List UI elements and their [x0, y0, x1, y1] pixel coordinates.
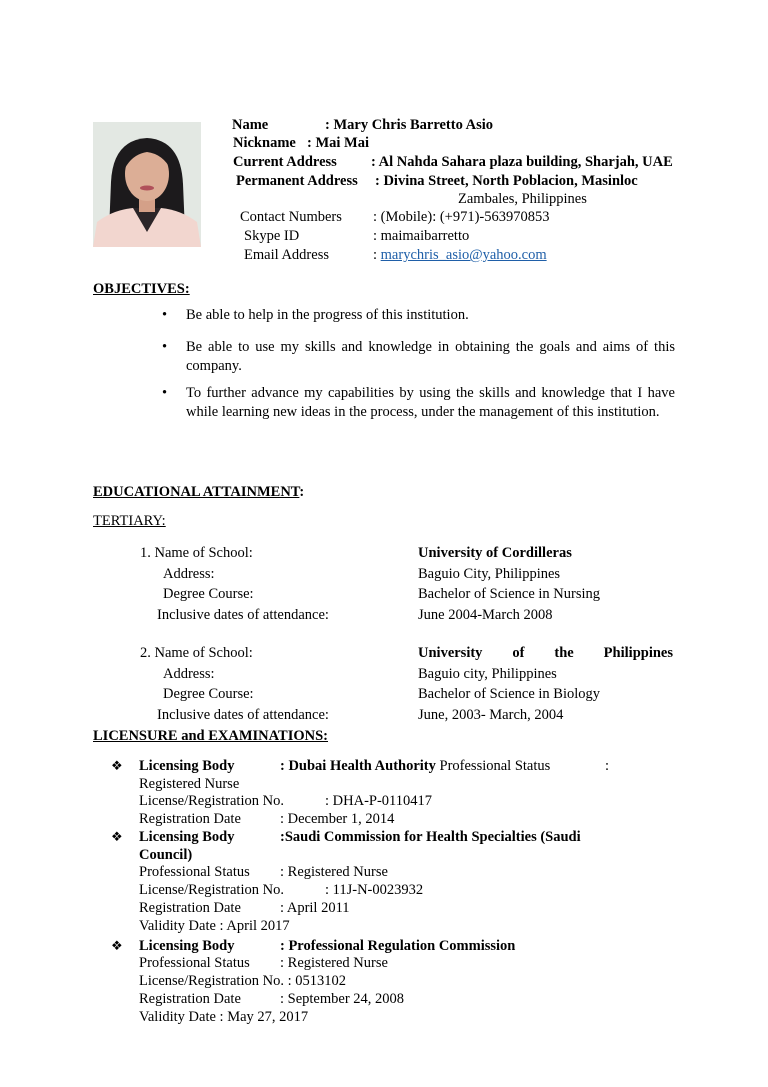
- license-body: : Professional Regulation Commission: [280, 938, 516, 954]
- school-value: Baguio City, Philippines: [418, 566, 561, 582]
- school-label: Address:: [163, 566, 215, 582]
- license-colon: :: [605, 758, 610, 774]
- license-label: Professional Status: [439, 758, 551, 774]
- current-address-label: Current Address: [233, 154, 337, 170]
- license-value: : DHA-P-0110417: [325, 793, 433, 809]
- permanent-address-line2: Zambales, Philippines: [458, 191, 587, 207]
- license-body: :Saudi Commission for Health Specialties (Saudi: [280, 829, 581, 845]
- school-value: Baguio city, Philippines: [418, 666, 557, 682]
- license-number: License/Registration No. : 0513102: [139, 973, 346, 989]
- skype-label: Skype ID: [244, 228, 300, 244]
- school-label: Degree Course:: [163, 686, 254, 702]
- license-validity: Validity Date : April 2017: [139, 918, 290, 934]
- license-label: Registration Date: [139, 811, 241, 827]
- diamond-bullet-icon: ❖: [111, 829, 123, 844]
- name-label: Name: [232, 117, 269, 133]
- license-value: : September 24, 2008: [280, 991, 405, 1007]
- skype-value: : maimaibarretto: [373, 228, 470, 244]
- tertiary-label: TERTIARY:: [93, 513, 166, 529]
- objective-item: Be able to help in the progress of this institution.: [186, 307, 469, 323]
- school-label: Inclusive dates of attendance:: [157, 707, 329, 723]
- email-link[interactable]: marychris_asio@yahoo.com: [380, 247, 547, 263]
- license-label: Professional Status: [139, 864, 250, 880]
- objectives-heading: OBJECTIVES:: [93, 281, 190, 297]
- education-heading-colon: :: [299, 484, 305, 500]
- permanent-address-value: : Divina Street, North Poblacion, Masinloc: [375, 173, 638, 189]
- school-label: 1. Name of School:: [140, 545, 253, 561]
- license-value: : Registered Nurse: [280, 864, 388, 880]
- diamond-bullet-icon: ❖: [111, 758, 123, 773]
- objective-item: Be able to use my skills and knowledge in obtaining the goals and aims of this company.: [186, 339, 675, 374]
- license-label: Licensing Body: [139, 829, 235, 845]
- email-row: [373, 246, 547, 264]
- school-label: Inclusive dates of attendance:: [157, 607, 329, 623]
- bullet-icon: •: [162, 385, 168, 401]
- nickname-value: : Mai Mai: [307, 135, 370, 151]
- license-value: : April 2011: [280, 900, 350, 916]
- license-label: Professional Status: [139, 955, 250, 971]
- diamond-bullet-icon: ❖: [111, 938, 123, 953]
- objective-item: To further advance my capabilities by using the skills and knowledge that I have while learning new ideas in the process, under the management of this institution.: [186, 385, 675, 420]
- profile-photo: [93, 122, 201, 247]
- contact-value: : (Mobile): (+971)-563970853: [373, 209, 550, 225]
- school-label: Address:: [163, 666, 215, 682]
- permanent-address-label: Permanent Address: [236, 173, 358, 189]
- license-label: License/Registration No.: [139, 793, 284, 809]
- licensure-heading: LICENSURE and EXAMINATIONS:: [93, 728, 329, 744]
- license-value: [280, 757, 550, 775]
- name-value: : Mary Chris Barretto Asio: [325, 117, 494, 133]
- license-label: License/Registration No.: [139, 882, 284, 898]
- license-validity: Validity Date : May 27, 2017: [139, 1009, 309, 1025]
- current-address-value: : Al Nahda Sahara plaza building, Sharjah, UAE: [371, 154, 673, 170]
- school-value: University of the Philippines: [418, 645, 673, 661]
- school-value: June, 2003- March, 2004: [418, 707, 564, 723]
- license-value: : Registered Nurse: [280, 955, 388, 971]
- license-value: Registered Nurse: [139, 776, 240, 792]
- education-heading-text: EDUCATIONAL ATTAINMENT: [93, 484, 300, 500]
- school-label: 2. Name of School:: [140, 645, 253, 661]
- school-value: Bachelor of Science in Nursing: [418, 586, 601, 602]
- license-label: Registration Date: [139, 900, 241, 916]
- license-label: Licensing Body: [139, 938, 235, 954]
- school-label: Degree Course:: [163, 586, 254, 602]
- school-value: Bachelor of Science in Biology: [418, 686, 601, 702]
- email-colon: :: [373, 247, 381, 263]
- nickname-label: Nickname: [233, 135, 296, 151]
- bullet-icon: •: [162, 339, 168, 355]
- license-label: Registration Date: [139, 991, 241, 1007]
- license-label: Licensing Body: [139, 758, 235, 774]
- contact-label: Contact Numbers: [240, 209, 342, 225]
- license-value: : 11J-N-0023932: [325, 882, 424, 898]
- license-body: : Dubai Health Authority: [280, 758, 436, 774]
- bullet-icon: •: [162, 307, 168, 323]
- school-value: University of Cordilleras: [418, 545, 572, 561]
- school-value: June 2004-March 2008: [418, 607, 553, 623]
- email-label: Email Address: [244, 247, 329, 263]
- license-value: : December 1, 2014: [280, 811, 395, 827]
- education-heading: [93, 483, 304, 501]
- license-body: Council): [139, 847, 193, 863]
